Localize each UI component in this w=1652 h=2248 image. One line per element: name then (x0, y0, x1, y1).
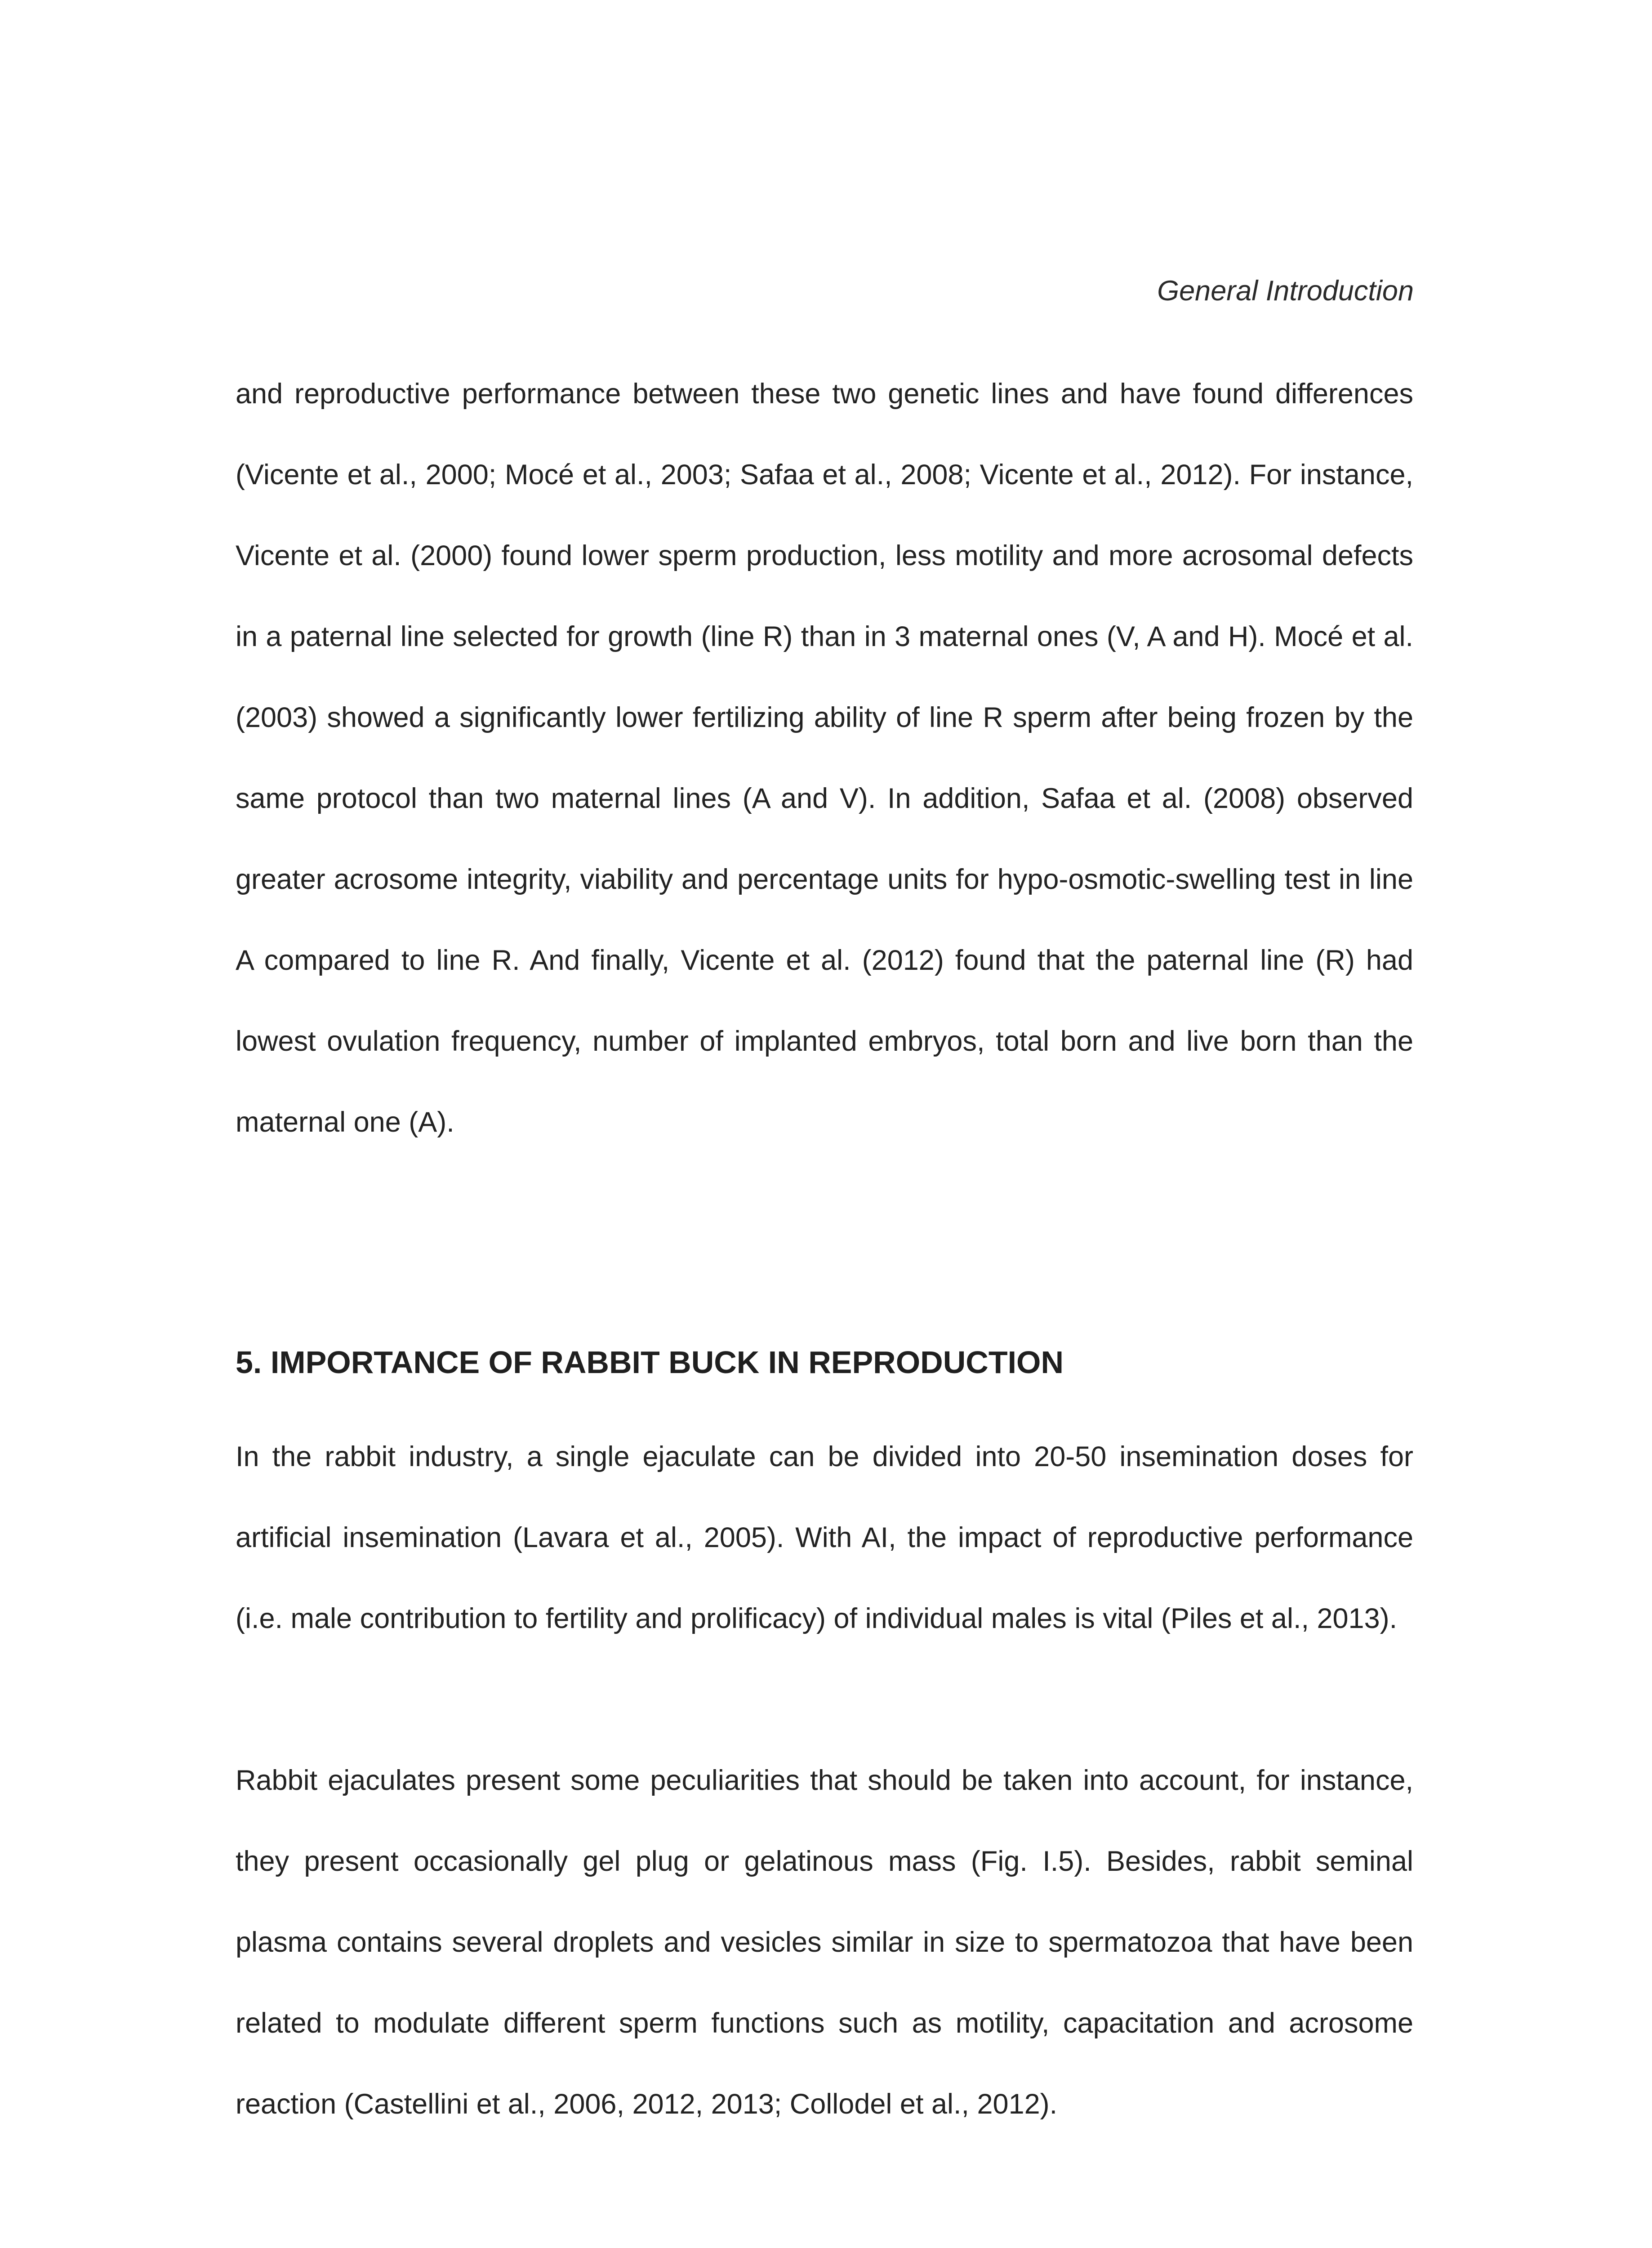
body-paragraph-block (236, 1416, 1413, 1659)
body-paragraph-block (236, 353, 1413, 1163)
body-paragraph: Rabbit ejaculates present some peculiarities that should be taken into account, for instance, they present occasionally gel plug or gelatinous mass (Fig. I.5). Besides, rabbit seminal plasma contains several droplets and vesicles similar in size to spermatozoa that have been related to modulate different sperm functions such as motility, capacitation and acrosome reaction (Castellini et al., 2006, 2012, 2013; Collodel et al., 2012). (236, 1765, 1413, 2120)
body-paragraph: and reproductive performance between these two genetic lines and have found differences (Vicente et al., 2000; Mocé et al., 2003; Safaa et al., 2008; Vicente et al., 2012). For instance, Vicente et al. (2000) found lower sperm production, less motility and more acrosomal defects in a paternal line selected for growth (line R) than in 3 maternal ones (V, A and H). Mocé et al. (2003) showed a significantly lower fertilizing ability of line R sperm after being frozen by the same protocol than two maternal lines (A and V). In addition, Safaa et al. (2008) observed greater acrosome integrity, viability and percentage units for hypo-osmotic-swelling test in line A compared to line R. And finally, Vicente et al. (2012) found that the paternal line (R) had lowest ovulation frequency, number of implanted embryos, total born and live born than the maternal one (A). (236, 378, 1413, 1138)
body-paragraph: In the rabbit industry, a single ejaculate can be divided into 20-50 insemination doses for artificial insemination (Lavara et al., 2005). With AI, the impact of reproductive performance (i.e. male contribution to fertility and prolificacy) of individual males is vital (Piles et al., 2013). (236, 1441, 1413, 1634)
body-paragraph-block (236, 1740, 1413, 2145)
section-heading: 5. IMPORTANCE OF RABBIT BUCK IN REPRODUCTION (236, 1345, 1064, 1380)
running-header: General Introduction (1157, 275, 1414, 307)
